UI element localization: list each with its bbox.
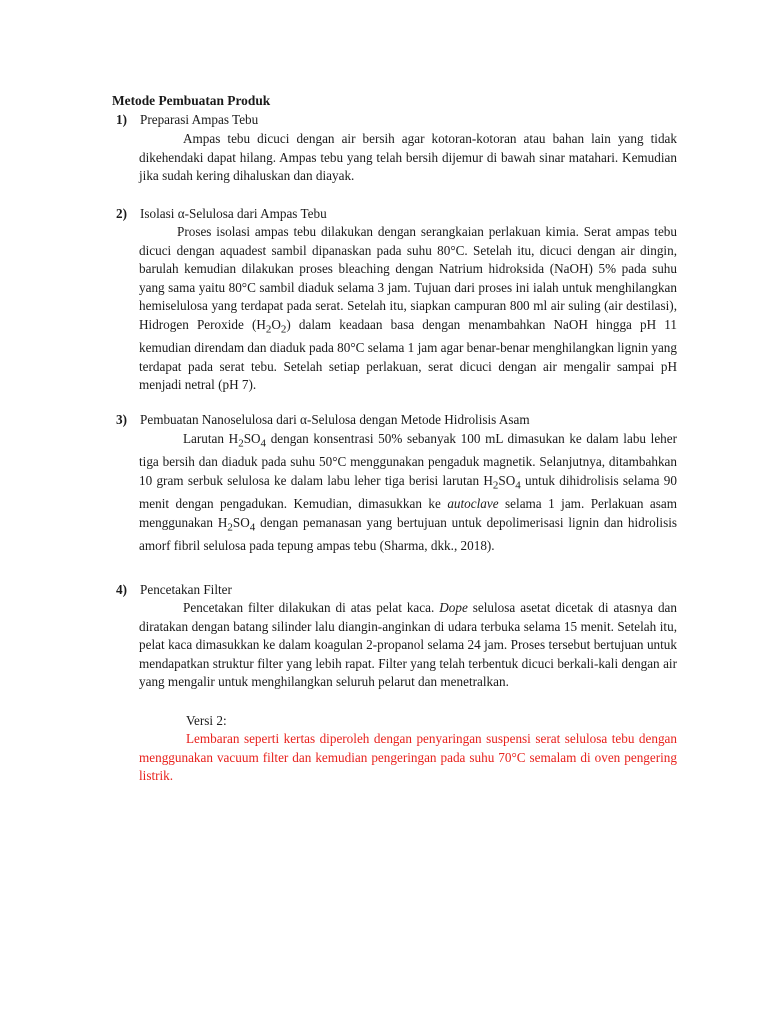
subscript: 2	[265, 323, 272, 336]
section-heading-2	[116, 205, 327, 224]
section-heading-text: Isolasi α-Selulosa dari Ampas Tebu	[140, 206, 327, 221]
subscript: 4	[515, 479, 521, 492]
section-heading-1	[116, 111, 258, 130]
paragraph-text: ) dalam keadaan basa dengan menambahkan NaOH hingga pH 11 kemudian direndam dan diaduk pada 80°C selama 1 jam agar benar-benar menghilangkan lignin yang terdapat pada serat tebu. Setelah setiap perlakuan, serat dicuci dengan air mengalir sampai pH menjadi netral (pH 7).	[139, 316, 677, 393]
subscript: 2	[492, 479, 499, 492]
paragraph-text: dengan pemanasan yang bertujuan untuk depolimerisasi lignin dan hidrolisis amorf fibril selulosa pada tepung ampas tebu (Sharma, dkk., 2018).	[139, 514, 677, 553]
subscript: 2	[227, 521, 233, 534]
italic-term: autoclave	[447, 496, 499, 512]
paragraph-text: untuk dihidrolisis selama 90 menit dengan pengadukan. Kemudian, dimasukkan ke	[139, 472, 677, 512]
paragraph-text: selama 1 jam. Perlakuan asam menggunakan H	[139, 496, 677, 530]
paragraph-text: Pencetakan filter dilakukan di atas pelat kaca.	[183, 600, 440, 615]
section-heading-text: Preparasi Ampas Tebu	[140, 112, 259, 127]
paragraph-text: O	[271, 316, 281, 332]
section-heading-4	[116, 581, 232, 600]
paragraph-text: Ampas tebu dicuci dengan air bersih agar kotoran-kotoran atau bahan lain yang tidak dikehendaki dapat hilang. Ampas tebu yang telah bersih dijemur di bawah sinar matahari. Kemudian jika sudah kering dihaluskan dan diayak.	[139, 131, 677, 184]
paragraph-text: SO	[232, 514, 250, 530]
paragraph-text: SO	[498, 472, 516, 488]
paragraph-text: selulosa asetat dicetak di atasnya dan diratakan dengan batang silinder lalu diangin-anginkan di udara terbuka selama 15 menit. Setelah itu, pelat kaca dimasukkan ke dalam koagulan 2-propanol selama 24 jam. Proses tersebut bertujuan untuk mendapatkan struktur filter yang lebih rapat. Filter yang telah terbentuk dicuci berkali-kali dengan air yang mengalir untuk menghilangkan seluruh pelarut dan menetralkan.	[139, 600, 677, 690]
section-heading-text: Pembuatan Nanoselulosa dari α-Selulosa dengan Metode Hidrolisis Asam	[140, 412, 530, 427]
paragraph-text: Lembaran seperti kertas diperoleh dengan penyaringan suspensi serat selulosa tebu dengan menggunakan vacuum filter dan kemudian pengeringan pada suhu 70°C semalam di oven pengering listrik.	[139, 731, 677, 784]
paragraph-text: SO	[243, 431, 261, 446]
section-paragraph-4	[139, 599, 677, 692]
section-number: 2)	[116, 206, 127, 221]
subscript: 4	[260, 437, 267, 450]
section-number: 4)	[116, 582, 127, 597]
section-number: 3)	[116, 412, 127, 427]
section-paragraph-2	[139, 223, 677, 395]
section-paragraph-3	[139, 430, 677, 555]
paragraph-text: dengan konsentrasi 50% sebanyak 100 mL dimasukan ke dalam labu leher tiga bersih dan diaduk pada suhu 50°C menggunakan pengaduk magnetik. Selanjutnya, ditambahkan 10 gram serbuk selulosa ke dalam labu leher tiga berisi larutan H	[139, 431, 678, 488]
section-paragraph-1	[139, 130, 677, 186]
section-heading-text: Pencetakan Filter	[140, 582, 232, 597]
version-2-paragraph	[139, 730, 677, 786]
paragraph-text: Larutan H	[183, 431, 239, 446]
section-heading-3	[116, 411, 530, 430]
subscript: 2	[280, 323, 287, 336]
subscript: 2	[238, 437, 244, 450]
section-number: 1)	[116, 112, 127, 127]
paragraph-text: Proses isolasi ampas tebu dilakukan dengan serangkaian perlakuan kimia. Serat ampas tebu dicuci dengan aquadest sambil dipanaskan pada suhu 80°C. Setelah itu, dicuci dengan air dingin, barulah kemudian dilakukan proses bleaching dengan Natrium hidroksida (NaOH) 5% pada suhu yang sama yaitu 80°C sambil diaduk selama 3 jam. Tujuan dari proses ini ialah untuk menghilangkan hemiselulosa yang terdapat pada serat. Setelah itu, siapkan campuran 800 ml air suling (air destilasi), Hidrogen Peroxide (H	[139, 224, 677, 332]
document-title: Metode Pembuatan Produk	[112, 93, 271, 108]
italic-term: Dope	[439, 600, 468, 615]
version-label: Versi 2:	[186, 713, 227, 728]
subscript: 4	[249, 521, 256, 534]
